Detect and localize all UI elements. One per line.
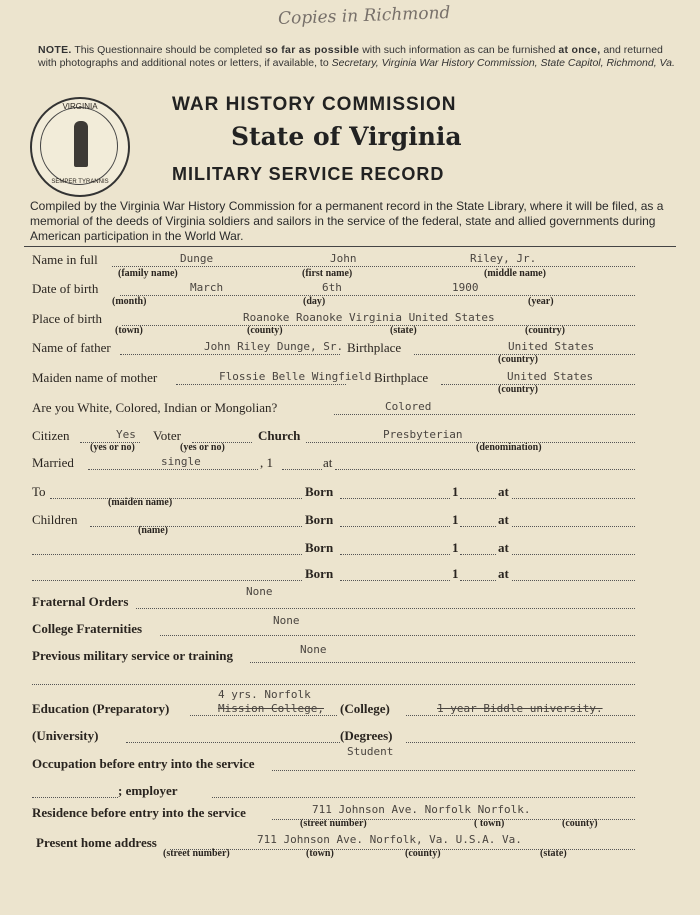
header-state: State of Virginia [231,122,462,151]
sub-first-name: (first name) [302,268,353,279]
name-line [112,266,635,267]
header-subtitle: MILITARY SERVICE RECORD [172,164,445,184]
label-father-birthplace: Birthplace [347,340,402,355]
value-birth-month: March [190,281,224,294]
label-father: Name of father [32,340,111,355]
year-line [460,580,496,581]
label-church: Church [258,428,301,443]
sub-year: (year) [528,296,554,307]
instructions-note [38,44,678,70]
year-line [460,526,496,527]
label-born: Born [305,540,334,555]
value-mother-birthplace: United States [507,370,594,383]
value-father-name: John Riley Dunge, Sr. [204,340,344,353]
value-birth-year: 1900 [452,281,479,294]
married-year-line [282,469,322,470]
label-year-one: 1 [452,540,459,555]
label-university: (University) [32,728,99,743]
label-college-frat: College Fraternities [32,621,143,636]
handwritten-note: Copies in Richmond [277,2,451,30]
value-church: Presbyterian [383,428,463,441]
label-name-full: Name in full [32,252,98,267]
label-prev-mil: Previous military service or training [32,648,233,663]
value-father-birthplace: United States [508,340,595,353]
employer-line [212,797,635,798]
note-emphasis: at once, [558,44,601,56]
occupation-line [272,770,635,771]
year-line [460,498,496,499]
value-birth-day: 6th [322,281,342,294]
label-children: Children [32,512,78,527]
label-married: Married [32,455,74,470]
married-line [88,469,258,470]
degrees-line [406,742,635,743]
label-year-one: 1 [452,484,459,499]
married-at-line [335,469,635,470]
label-born: Born [305,484,334,499]
university-line [126,742,340,743]
label-born: Born [305,512,334,527]
prev-mil-line-2 [32,684,635,685]
sub-street-number: (street number) [300,818,367,829]
at-line [512,554,635,555]
fraternal-line [136,608,635,609]
sub-street-number: (street number) [163,848,230,859]
born-line [340,526,450,527]
sub-state: (state) [540,848,567,859]
label-born: Born [305,566,334,581]
sub-denomination: (denomination) [476,442,542,453]
value-middle-name: Riley, Jr. [470,252,537,265]
label-year-one: 1 [452,512,459,527]
value-birth-place: Roanoke Roanoke Virginia United States [243,311,495,324]
value-first-name: John [330,252,357,265]
born-line [340,498,450,499]
value-married: single [161,455,201,468]
sub-town: ( town) [474,818,505,829]
employer-pre-line [32,797,118,798]
sub-yes-no: (yes or no) [180,442,225,453]
label-at: at [498,566,509,581]
label-residence: Residence before entry into the service [32,805,246,820]
value-college-frat: None [273,614,300,627]
label-mother-birthplace: Birthplace [374,370,429,385]
value-present-address: 711 Johnson Ave. Norfolk, Va. U.S.A. Va. [257,833,522,846]
at-line [512,498,635,499]
label-employer: ; employer [118,783,178,798]
label-college: (College) [340,701,390,716]
label-occupation: Occupation before entry into the service [32,756,255,771]
label-race: Are you White, Colored, Indian or Mongolian? [32,400,278,415]
child-line [32,580,302,581]
value-edu-prep-line1: 4 yrs. Norfolk [218,688,311,701]
label-at: at [498,484,509,499]
label-at: at [498,540,509,555]
note-text: This Questionnaire should be completed [71,44,266,56]
father-line [120,354,340,355]
sub-country: (country) [525,325,565,336]
label-education: Education (Preparatory) [32,701,170,716]
college-frat-line [160,635,635,636]
label-fraternal: Fraternal Orders [32,594,129,609]
sub-county: (county) [405,848,441,859]
label-degrees: (Degrees) [340,728,393,743]
label-citizen: Citizen [32,428,70,443]
year-line [460,554,496,555]
at-line [512,526,635,527]
date-line [120,295,635,296]
sub-month: (month) [112,296,147,307]
header-title: WAR HISTORY COMMISSION [172,94,457,115]
to-line [50,498,302,499]
sub-town: (town) [306,848,334,859]
label-to: To [32,484,46,499]
sub-yes-no: (yes or no) [90,442,135,453]
note-emphasis: so far as possible [265,44,360,56]
value-prev-mil: None [300,643,327,656]
sub-maiden-name: (maiden name) [108,497,173,508]
sub-day: (day) [303,296,326,307]
compiled-statement: Compiled by the Virginia War History Commission for a permanent record in the State Library, where it will be filed, as a memorial of the deeds of Virginia soldiers and sailors in the service of the federal, state and allied governments during American participation in the World War. [30,199,664,243]
seal-top-text: VIRGINIA [62,102,98,111]
sub-town: (town) [115,325,143,336]
label-present: Present home address [36,835,157,850]
children-line [90,526,302,527]
label-voter: Voter [153,428,181,443]
sub-state: (state) [390,325,417,336]
sub-county: (county) [247,325,283,336]
mother-line [176,384,346,385]
born-line [340,554,450,555]
edu-prep-line [190,715,337,716]
born-line [340,580,450,581]
label-married-year: , 1 [260,455,273,470]
label-mother: Maiden name of mother [32,370,158,385]
label-at: at [498,512,509,527]
value-citizen: Yes [116,428,136,441]
note-label: NOTE. [38,44,72,56]
label-year-one: 1 [452,566,459,581]
mother-birthplace-line [441,384,635,385]
sub-county: (county) [562,818,598,829]
sub-country: (country) [498,354,538,365]
at-line [512,580,635,581]
value-family-name: Dunge [180,252,214,265]
child-line [32,554,302,555]
label-place-birth: Place of birth [32,311,103,326]
value-edu-prep-line2: Mission College, [218,702,324,715]
edu-college-line [406,715,635,716]
value-residence: 711 Johnson Ave. Norfolk Norfolk. [312,803,531,816]
value-fraternal: None [246,585,273,598]
seal-bottom-text: SEMPER TYRANNIS [51,179,109,185]
divider [24,246,676,247]
sub-country: (country) [498,384,538,395]
note-text: and returned with photographs and additional notes or letters, if available, to [38,44,663,69]
value-edu-college: 1 year Biddle university. [437,702,603,715]
note-addressee: Secretary, Virginia War History Commission, State Capitol, Richmond, Va. [331,57,675,69]
sub-family-name: (family name) [118,268,178,279]
value-occupation: Student [347,745,394,758]
church-line [306,442,635,443]
sub-middle-name: (middle name) [484,268,546,279]
value-race: Colored [385,400,432,413]
value-mother-name: Flossie Belle Wingfield [219,370,372,383]
label-date-birth: Date of birth [32,281,99,296]
sub-name: (name) [138,525,168,536]
virginia-seal-icon [30,97,130,197]
race-line [334,414,635,415]
label-married-at: at [323,455,333,470]
prev-mil-line [250,662,635,663]
note-text: with such information as can be furnished [359,44,559,56]
